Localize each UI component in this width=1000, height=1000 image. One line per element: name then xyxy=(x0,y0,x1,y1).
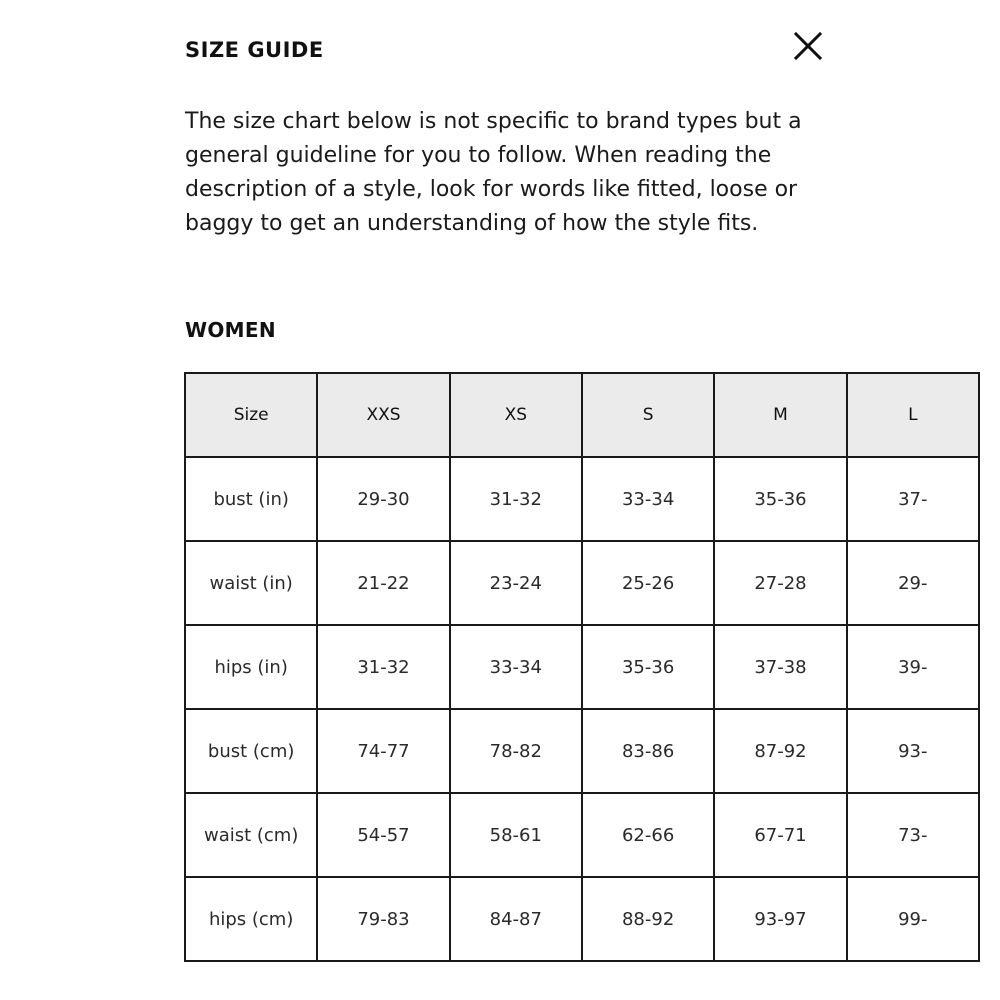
table-row xyxy=(185,877,979,961)
row-label: waist (cm) xyxy=(185,793,317,877)
close-button[interactable] xyxy=(790,28,826,64)
table-cell: 33-34 xyxy=(582,457,714,541)
table-row xyxy=(185,457,979,541)
table-header-row xyxy=(185,373,979,457)
table-header-cell: S xyxy=(582,373,714,457)
table-cell: 99- xyxy=(847,877,979,961)
table-cell: 23-24 xyxy=(450,541,582,625)
table-cell: 35-36 xyxy=(714,457,846,541)
table-row xyxy=(185,793,979,877)
table-cell: 25-26 xyxy=(582,541,714,625)
table-row xyxy=(185,709,979,793)
table-row xyxy=(185,625,979,709)
table-cell: 31-32 xyxy=(450,457,582,541)
row-label: hips (cm) xyxy=(185,877,317,961)
table-cell: 79-83 xyxy=(317,877,449,961)
table-cell: 93-97 xyxy=(714,877,846,961)
table-cell: 84-87 xyxy=(450,877,582,961)
table-header-cell: XS xyxy=(450,373,582,457)
table-cell: 31-32 xyxy=(317,625,449,709)
table-cell: 35-36 xyxy=(582,625,714,709)
table-header-cell: XXS xyxy=(317,373,449,457)
size-table-scroll-area[interactable] xyxy=(184,372,928,978)
table-header-cell: M xyxy=(714,373,846,457)
table-header-cell: Size xyxy=(185,373,317,457)
size-guide-description: The size chart below is not specific to brand types but a general guideline for you to follow. When reading the description of a style, look for words like fitted, loose or baggy to get an understanding of how the style fits. xyxy=(185,109,802,236)
table-header-cell: L xyxy=(847,373,979,457)
size-table xyxy=(184,372,980,962)
table-row xyxy=(185,541,979,625)
table-cell: 39- xyxy=(847,625,979,709)
table-cell: 37-38 xyxy=(714,625,846,709)
modal-title: SIZE GUIDE xyxy=(185,38,324,62)
table-cell: 33-34 xyxy=(450,625,582,709)
row-label: bust (in) xyxy=(185,457,317,541)
table-cell: 87-92 xyxy=(714,709,846,793)
row-label: hips (in) xyxy=(185,625,317,709)
table-cell: 54-57 xyxy=(317,793,449,877)
close-icon xyxy=(790,28,826,64)
table-cell: 88-92 xyxy=(582,877,714,961)
table-cell: 93- xyxy=(847,709,979,793)
table-cell: 58-61 xyxy=(450,793,582,877)
table-cell: 27-28 xyxy=(714,541,846,625)
row-label: waist (in) xyxy=(185,541,317,625)
table-cell: 29-30 xyxy=(317,457,449,541)
table-cell: 83-86 xyxy=(582,709,714,793)
table-cell: 62-66 xyxy=(582,793,714,877)
table-cell: 29- xyxy=(847,541,979,625)
table-cell: 37- xyxy=(847,457,979,541)
table-cell: 67-71 xyxy=(714,793,846,877)
table-cell: 73- xyxy=(847,793,979,877)
table-cell: 21-22 xyxy=(317,541,449,625)
table-cell: 74-77 xyxy=(317,709,449,793)
row-label: bust (cm) xyxy=(185,709,317,793)
section-heading-women: WOMEN xyxy=(185,318,276,342)
table-cell: 78-82 xyxy=(450,709,582,793)
